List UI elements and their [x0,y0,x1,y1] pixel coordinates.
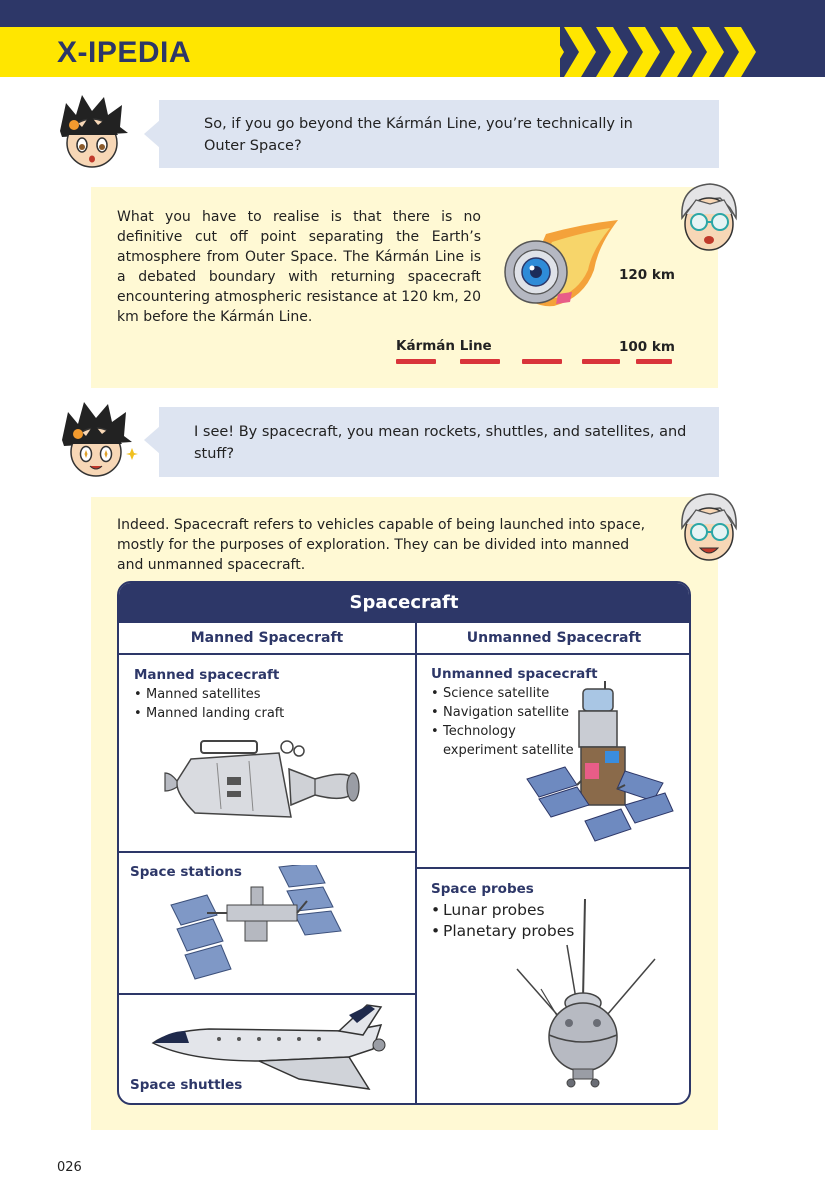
page-number: 026 [57,1160,82,1175]
list-item: • Planetary probes [431,921,631,942]
page-title: X-IPEDIA [57,36,192,69]
row-divider [119,851,415,853]
list-item: • Navigation satellite [431,703,581,722]
unmanned-column-header: Unmanned Spacecraft [417,623,691,655]
spacecraft-title: Spacecraft [349,592,459,613]
space-probe-icon [511,899,661,1089]
manned-spacecraft-title: Manned spacecraft [134,667,280,683]
command-module-icon [157,733,363,833]
list-item: • Technology experiment satellite [431,722,581,760]
space-shuttles-title: Space shuttles [130,1077,243,1093]
unmanned-spacecraft-title: Unmanned spacecraft [431,666,598,682]
karman-line-dashes [396,357,672,367]
answer-text-1: What you have to realise is that there is no definitive cut off point separating the Earth’s atmosphere from Outer Space. The Kármán Line is a debated boundary with returning spacecraft encountering atmospheric resistance at 120 km, 20 km before the Kármán Line. [117,209,481,325]
space-station-icon [167,865,347,985]
professor-avatar-smiling-icon [670,488,748,566]
boy-avatar-excited-icon [54,400,138,482]
altitude-120-label: 120 km [619,267,675,283]
header-top-band [0,0,825,27]
manned-column-header: Manned Spacecraft [119,623,415,655]
list-item: • Manned satellites [134,685,404,704]
list-item: • Manned landing craft [134,704,404,723]
row-divider [119,993,415,995]
speech-bubble-tail [144,120,160,148]
row-divider [417,867,691,869]
question-text-1: So, if you go beyond the Kármán Line, you’re technically in Outer Space? [204,116,633,154]
manned-spacecraft-list [134,685,404,723]
burning-capsule-icon [498,220,620,312]
question-text-2: I see! By spacecraft, you mean rockets, shuttles, and satellites, and stuff? [194,424,687,462]
list-item: • Science satellite [431,684,581,703]
space-probes-title: Space probes [431,881,534,897]
answer-text-2: Indeed. Spacecraft refers to vehicles capable of being launched into space, mostly for the purposes of exploration. They can be divided into manned and unmanned spacecraft. [117,517,646,573]
satellite-icon [525,681,675,851]
column-divider [415,623,417,1105]
space-stations-title: Space stations [130,864,242,880]
chevron-stripes-icon [495,27,765,77]
speech-bubble-tail-2 [144,426,160,454]
list-item: • Lunar probes [431,900,631,921]
boy-avatar-icon [52,93,132,173]
karman-line-label: Kármán Line [396,338,492,354]
altitude-100-label: 100 km [619,339,675,355]
professor-avatar-icon [670,178,748,256]
spacecraft-table [117,581,691,1105]
